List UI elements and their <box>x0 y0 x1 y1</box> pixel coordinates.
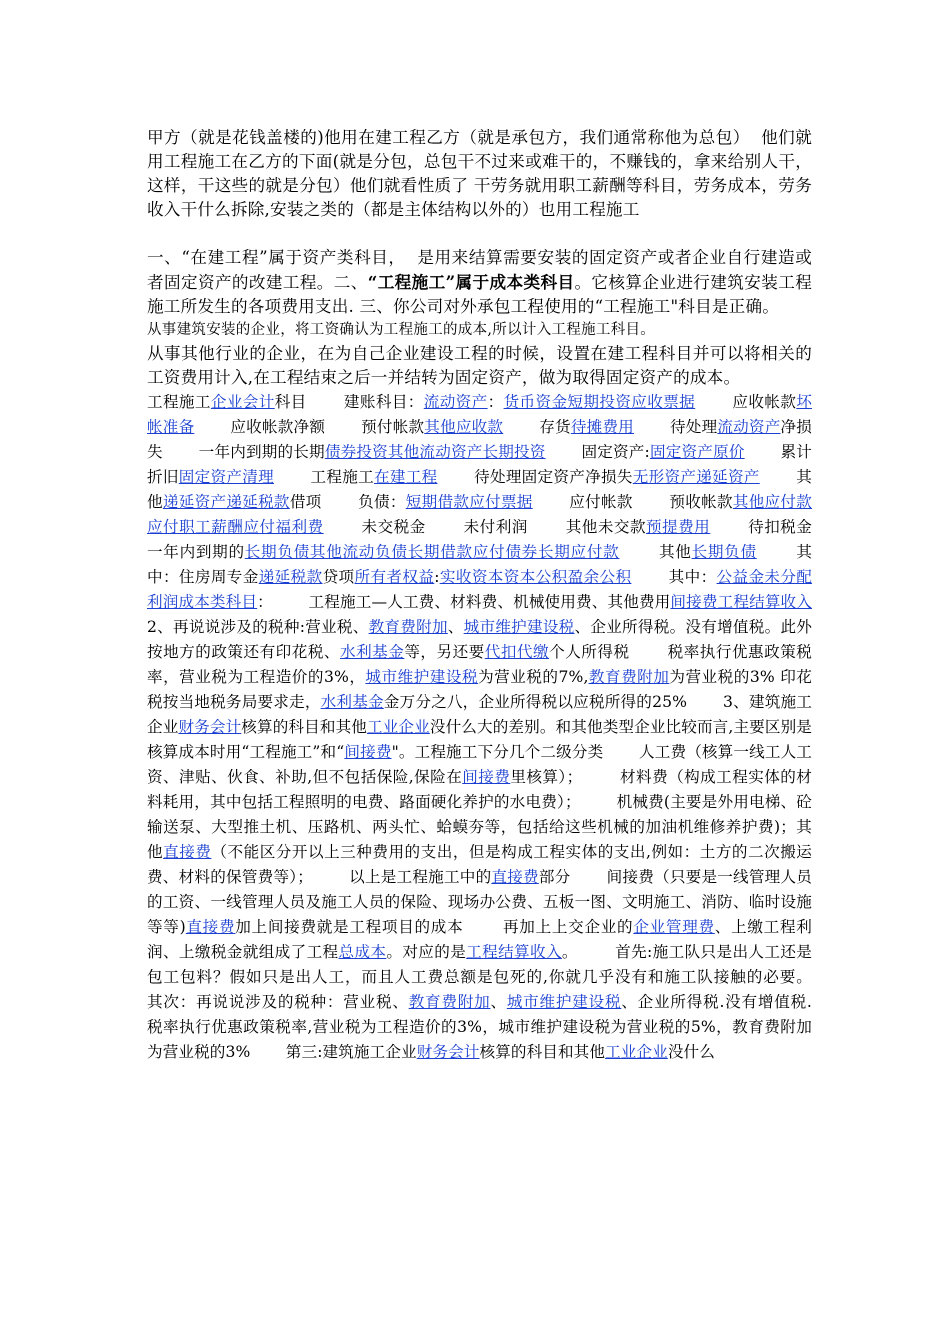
hyperlink[interactable]: 教育费附加 <box>368 618 448 636</box>
text-run: 其中：住房周专金 <box>147 543 813 586</box>
text-run: 为营业税的3% 印花税按当地税务局要求走， <box>147 668 813 711</box>
hyperlink[interactable]: 教育费附加 <box>408 993 491 1011</box>
hyperlink[interactable]: 总成本 <box>338 943 387 961</box>
document-body <box>147 126 848 1065</box>
text-run: 核算的科目和其他 <box>241 718 367 736</box>
text-run: 固定资产: <box>545 443 650 461</box>
text-run: 其中： <box>631 568 717 586</box>
text-run: 加上间接费就是工程项目的成本 再加上上交企业的 <box>235 918 634 936</box>
text-run: ： 工程施工—人工费、材料费、机械使用费、其他费用 <box>257 593 671 611</box>
hyperlink[interactable]: 实收资本资本公积盈余公积 <box>439 568 632 586</box>
text-run: 部分 间接费（只要是一线管理人员的工资、一线管理人员及施工人员的保险、现场办公费、五板一图、文明施工、消防、临时设施等等) <box>147 868 812 936</box>
hyperlink[interactable]: 工业企业 <box>367 718 430 736</box>
text-run: 工程施工 <box>147 393 211 411</box>
paragraph <box>147 390 848 1065</box>
hyperlink[interactable]: 工程结算收入 <box>466 943 562 961</box>
hyperlink[interactable]: 长期负债 <box>691 543 757 561</box>
text-run: 应付帐款 预收帐款 <box>532 493 733 511</box>
text-run: : <box>434 568 440 586</box>
text-run: 、企业所得税.没有增值税. 税率执行优惠政策税率,营业税为工程造价的3%，城市维护建设税为营业税的5%，教育费附加为营业税的3% 第三:建筑施工企业 <box>147 993 848 1061</box>
hyperlink[interactable]: 货币资金短期投资应收票据 <box>503 393 696 411</box>
hyperlink[interactable]: 流动资产 <box>423 393 488 411</box>
hyperlink[interactable]: 财务会计 <box>178 718 242 736</box>
hyperlink[interactable]: 间接费工程结算收入 <box>670 593 812 611</box>
hyperlink[interactable]: 直接费 <box>491 868 539 886</box>
hyperlink[interactable]: 工业企业 <box>605 1043 668 1061</box>
hyperlink[interactable]: 其他应付款应付职工薪酬应付福利费 <box>147 493 812 536</box>
hyperlink[interactable]: 城市维护建设税 <box>365 668 479 686</box>
text-run: 其他 <box>147 468 812 511</box>
text-run: 等，另还要 <box>404 643 485 661</box>
text-run: 、 <box>447 618 464 636</box>
text-run: 借项 负债： <box>289 493 406 511</box>
hyperlink[interactable]: 在建工程 <box>374 468 438 486</box>
text-run: 待扣税金 一年内到期的 <box>147 518 848 561</box>
hyperlink[interactable]: 企业管理费 <box>633 918 715 936</box>
hyperlink[interactable]: 其他应收款 <box>424 418 504 436</box>
text-run: ： <box>487 393 504 411</box>
text-run: （不能区分开以上三种费用的支出，但是构成工程实体的支出,例如：土方的二次搬运费、材料的保管费等）； 以上是工程施工中的 <box>147 843 812 886</box>
text-run: 其他 <box>619 543 692 561</box>
hyperlink[interactable]: 无形资产递延资产 <box>632 468 760 486</box>
text-run: 、企业所得税。没有增值税。此外按地方的政策还有印花税、 <box>147 618 812 661</box>
text-run: 待处理 <box>633 418 718 436</box>
text-run: 金万分之八，企业所得税以应税所得的25% 3、建筑施工企业 <box>147 693 812 736</box>
hyperlink[interactable]: 教育费附加 <box>588 668 670 686</box>
text-run: 2、再说说涉及的税种:营业税、 <box>147 593 848 636</box>
hyperlink[interactable]: 长期负债其他流动负债长期借款应付债券长期应付款 <box>244 543 620 561</box>
hyperlink[interactable]: 城市维护建设税 <box>506 993 622 1011</box>
hyperlink[interactable]: 债券投资其他流动资产长期投资 <box>324 443 546 461</box>
hyperlink[interactable]: 短期借款应付票据 <box>405 493 533 511</box>
text-run: 科目 建账科目： <box>274 393 424 411</box>
text-run: 应收帐款 <box>695 393 797 411</box>
hyperlink[interactable]: 代扣代缴 <box>484 643 550 661</box>
text-run: 一、“在建工程”属于资产类科目， 是用来结算需要安装的固定资产或者企业自行建造或者固定资产的改建工程。二、 <box>147 248 812 292</box>
hyperlink[interactable]: 坏帐准备 <box>147 393 812 436</box>
text-run: 个人所得税 税率执行优惠政策税率，营业税为工程造价的3%， <box>147 643 812 686</box>
bold-text: “工程施工”属于成本类科目 <box>367 272 575 292</box>
text-run: 未交税金 未付利润 其他未交款 <box>323 518 647 536</box>
hyperlink[interactable]: 递延税款 <box>258 568 323 586</box>
hyperlink[interactable]: 财务会计 <box>416 1043 480 1061</box>
text-run: 。 首先:施工队只是出人工还是包工包料？假如只是出人工，而且人工费总额是包死的,你就几乎没有和施工队接触的必要。 其次：再说说涉及的税种：营业税、 <box>147 943 848 1011</box>
text-run: 工程施工 <box>273 468 375 486</box>
hyperlink[interactable]: 水利基金 <box>320 693 384 711</box>
hyperlink[interactable]: 水利基金 <box>340 643 405 661</box>
text-run: 里核算）； 材料费（构成工程实体的材料耗用，其中包括工程照明的电费、路面硬化养护的水电费）； 机械费(主要是外用电梯、砼输送泵、大型推土机、压路机、两头忙、蛤蟆夯等，包括给这些机械的加油机维修养护费)；其他 <box>147 768 812 861</box>
text-run: 存货 <box>503 418 571 436</box>
text-run: 甲方（就是花钱盖楼的)他用在建工程乙方（就是承包方，我们通常称他为总包） 他们就用工程施工在乙方的下面(就是分包，总包干不过来或难干的，不赚钱的，拿来给别人干，这样，干这些的就是分包）他们就看性质了 干劳务就用职工薪酬等科目，劳务成本，劳务收入干什么拆除,安装之类的（都是主体结构以外的）也用工程施工 <box>147 128 812 219</box>
text-run: 、上缴工程利润、上缴税金就组成了工程 <box>147 918 812 961</box>
hyperlink[interactable]: 间接费 <box>344 743 392 761</box>
hyperlink[interactable]: 城市维护建设税 <box>463 618 575 636</box>
text-run: 净损失 一年内到期的长期 <box>147 418 812 461</box>
text-run: 、 <box>490 993 507 1011</box>
paragraph <box>147 319 812 342</box>
text-run: 应收帐款净额 预付帐款 <box>194 418 425 436</box>
paragraph <box>147 246 812 319</box>
hyperlink[interactable]: 预提费用 <box>646 518 711 536</box>
text-run: 。它核算企业进行建筑安装工程施工所发生的各项费用支出. 三、你公司对外承包工程使用的“工程施工"科目是正确。 <box>147 273 812 316</box>
hyperlink[interactable]: 递延资产递延税款 <box>162 493 290 511</box>
text-run: 没什么 <box>667 1043 715 1061</box>
hyperlink[interactable]: 固定资产清理 <box>178 468 274 486</box>
hyperlink[interactable]: 所有者权益 <box>354 568 435 586</box>
paragraph <box>147 126 812 222</box>
text-run: 待处理固定资产净损失 <box>437 468 633 486</box>
text-run: 为营业税的7%, <box>478 668 589 686</box>
text-run: 从事建筑安装的企业，将工资确认为工程施工的成本,所以计入工程施工科目。 <box>147 322 656 338</box>
text-run: "。工程施工下分几个二级分类 人工费（核算一线工人工资、津贴、伙食、补助,但不包括保险,保险在 <box>147 743 812 786</box>
hyperlink[interactable]: 直接费 <box>185 918 236 936</box>
hyperlink[interactable]: 待摊费用 <box>570 418 634 436</box>
text-run: 累计折旧 <box>147 443 812 486</box>
hyperlink[interactable]: 公益金未分配利润成本类科目 <box>147 568 813 611</box>
hyperlink[interactable]: 流动资产 <box>717 418 781 436</box>
text-run: 。对应的是 <box>386 943 467 961</box>
paragraph <box>147 342 812 390</box>
text-run: 贷项 <box>322 568 355 586</box>
text-run: 没什么大的差别。和其他类型企业比较而言,主要区别是核算成本时用“工程施工”和“ <box>147 718 813 761</box>
hyperlink[interactable]: 企业会计 <box>210 393 275 411</box>
hyperlink[interactable]: 间接费 <box>462 768 511 786</box>
text-run: 从事其他行业的企业，在为自己企业建设工程的时候，设置在建工程科目并可以将相关的工资费用计入,在工程结束之后一并结转为固定资产，做为取得固定资产的成本。 <box>147 344 812 387</box>
hyperlink[interactable]: 直接费 <box>163 843 212 861</box>
hyperlink[interactable]: 固定资产原价 <box>649 443 745 461</box>
text-run: 核算的科目和其他 <box>479 1043 606 1061</box>
